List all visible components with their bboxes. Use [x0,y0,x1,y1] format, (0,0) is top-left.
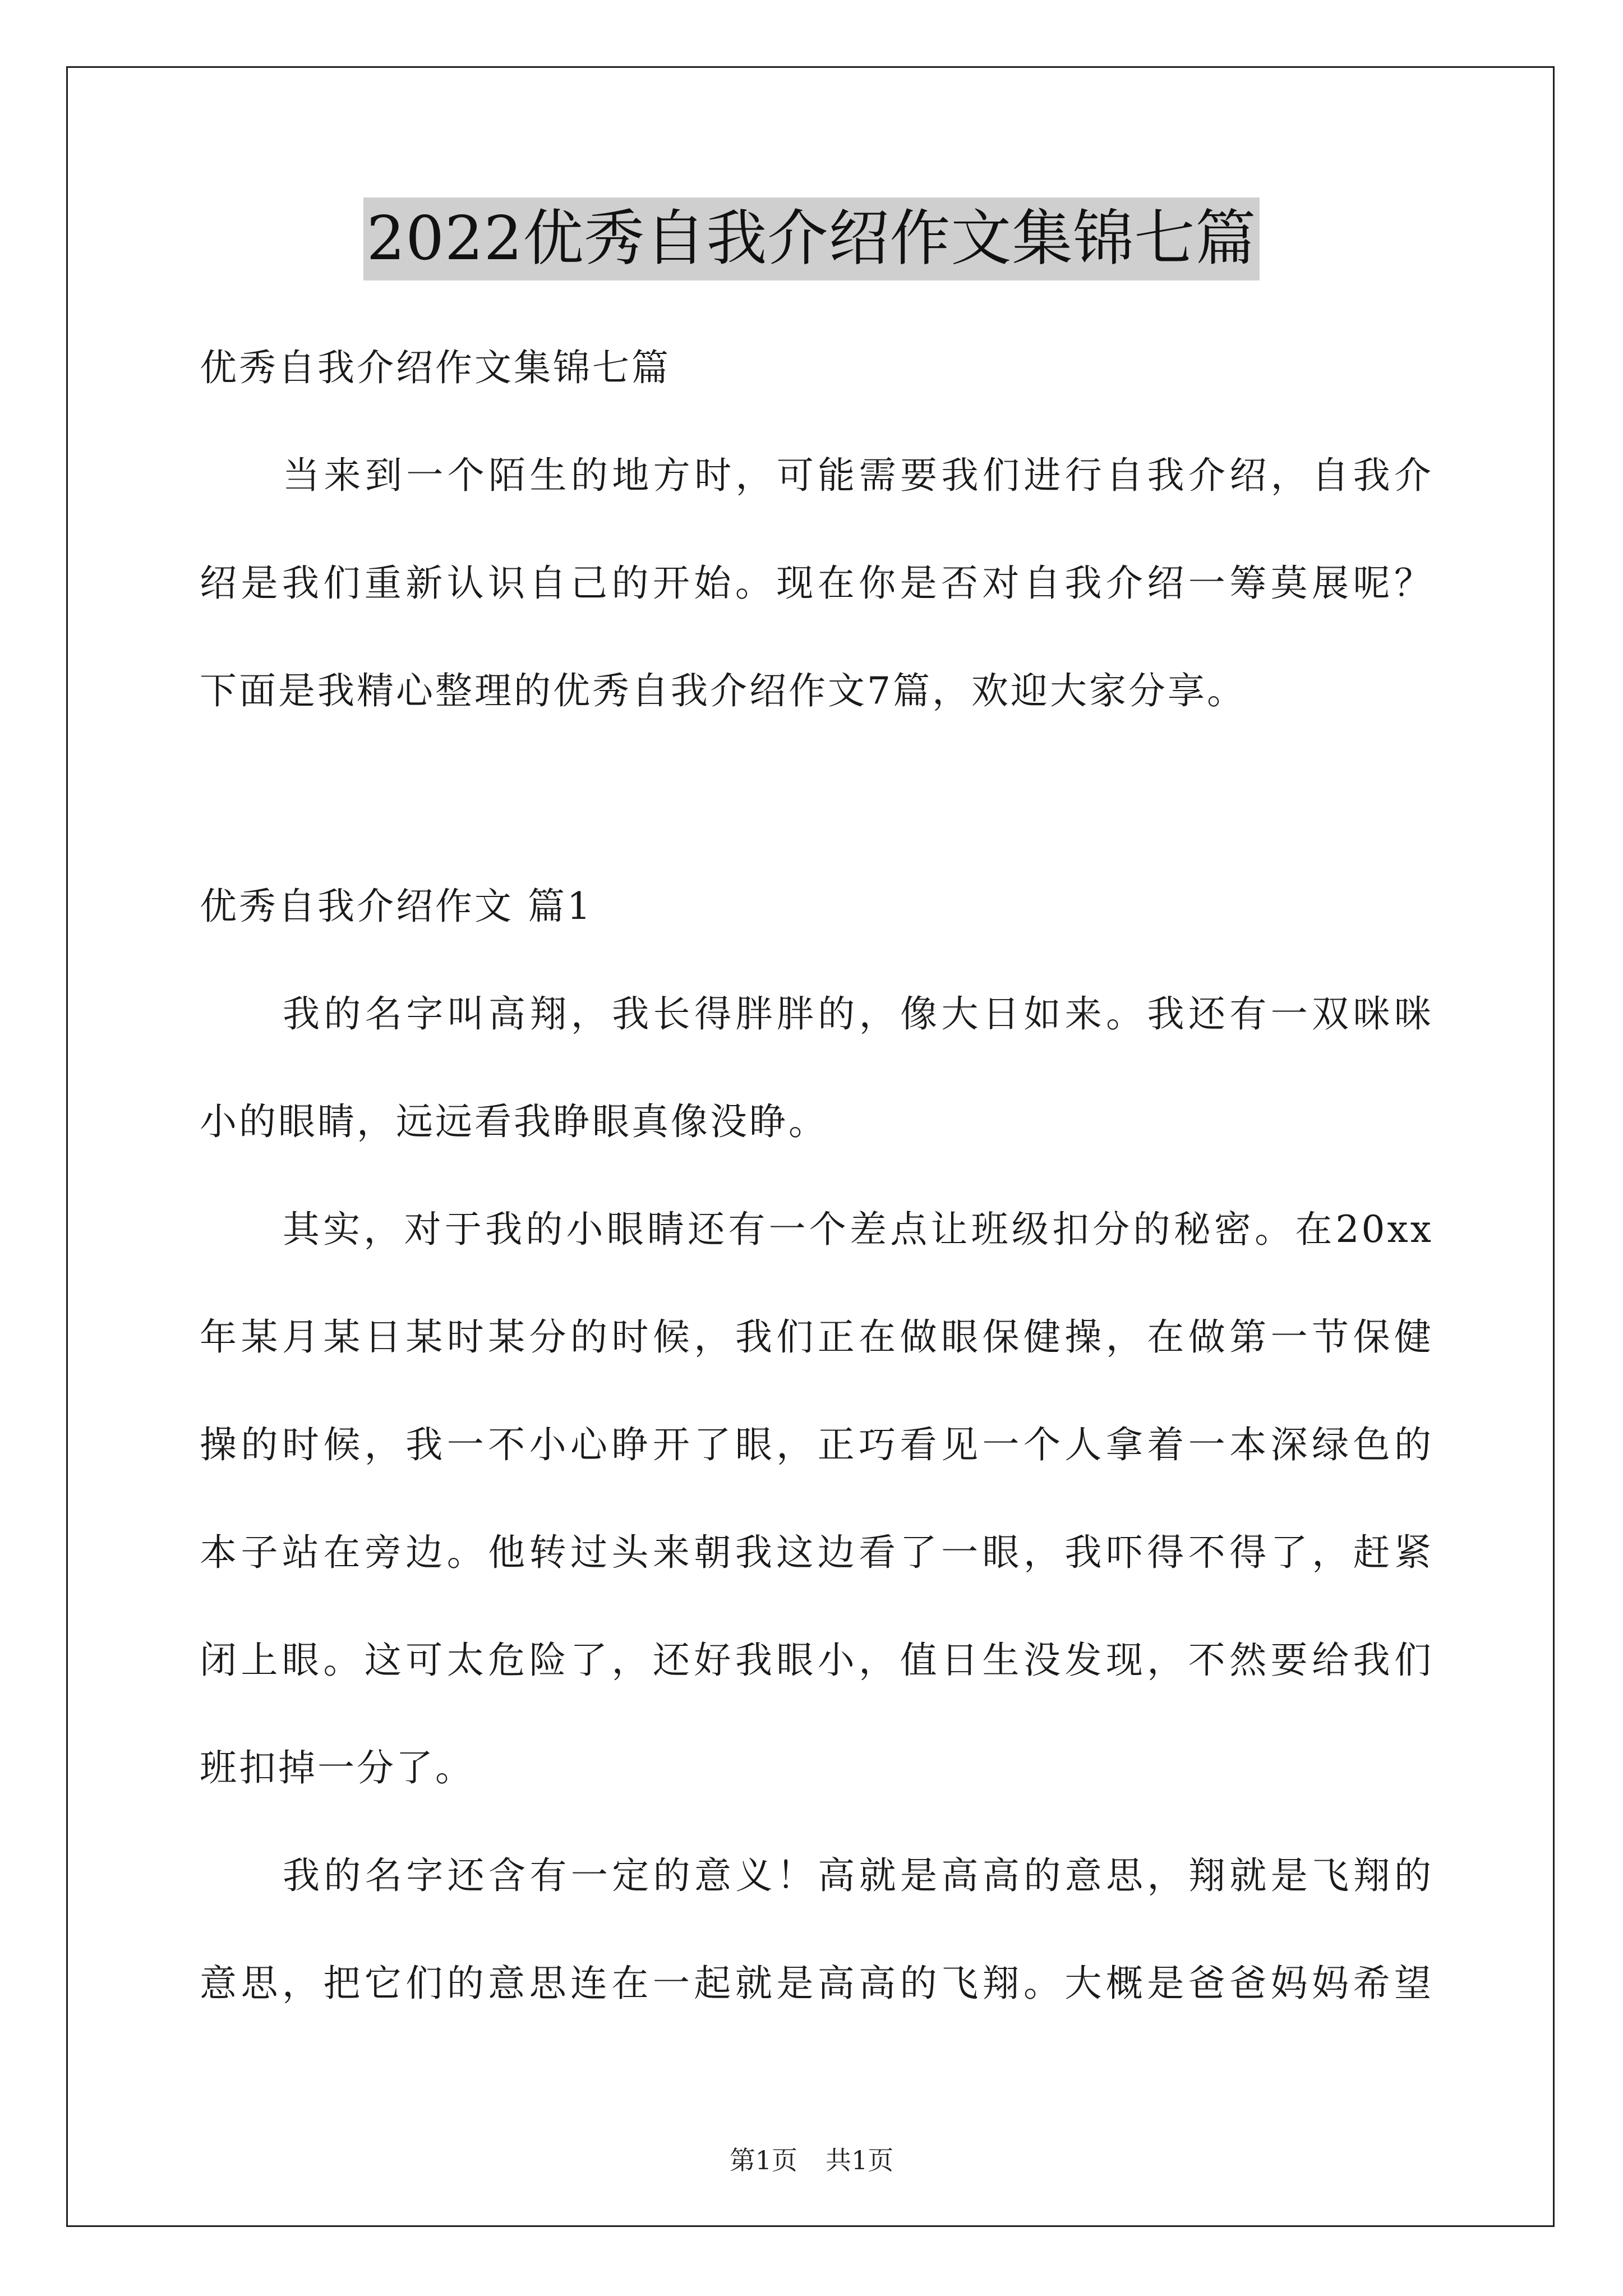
blank-line [200,745,1433,853]
paragraph-line: 操的时候，我一不小心睁开了眼，正巧看见一个人拿着一本深绿色的 [200,1423,1433,1466]
paragraph-line: 我的名字还含有一定的意义！高就是高高的意思，翔就是飞翔的 [283,1854,1433,1897]
paragraph-line: 闭上眼。这可太危险了，还好我眼小，值日生没发现，不然要给我们 [200,1639,1433,1682]
title-container [0,197,1623,280]
paragraph-line: 其实，对于我的小眼睛还有一个差点让班级扣分的秘密。在20xx [283,1208,1433,1251]
document-body [200,314,1433,2037]
paragraph-line: 班扣掉一分了。 [200,1746,474,1789]
page-footer [0,2140,1623,2177]
page-number: 第1页 [729,2145,797,2175]
intro-line: 当来到一个陌生的地方时，可能需要我们进行自我介绍，自我介 [283,454,1433,497]
paragraph-line: 意思，把它们的意思连在一起就是高高的飞翔。大概是爸爸妈妈希望 [200,1962,1433,2005]
intro-line: 绍是我们重新认识自己的开始。现在你是否对自我介绍一筹莫展呢？ [200,562,1433,605]
paragraph-line: 本子站在旁边。他转过头来朝我这边看了一眼，我吓得不得了，赶紧 [200,1531,1433,1574]
page-total: 共1页 [826,2145,894,2175]
document-title: 2022优秀自我介绍作文集锦七篇 [363,197,1260,280]
intro-line: 下面是我精心整理的优秀自我介绍作文7篇，欢迎大家分享。 [200,669,1246,712]
paragraph-line: 小的眼睛，远远看我睁眼真像没睁。 [200,1100,828,1143]
paragraph-line: 我的名字叫高翔，我长得胖胖的，像大日如来。我还有一双咪咪 [283,992,1433,1036]
document-subtitle: 优秀自我介绍作文集锦七篇 [200,346,671,389]
section-heading: 优秀自我介绍作文 篇1 [200,885,593,928]
paragraph-line: 年某月某日某时某分的时候，我们正在做眼保健操，在做第一节保健 [200,1315,1433,1359]
